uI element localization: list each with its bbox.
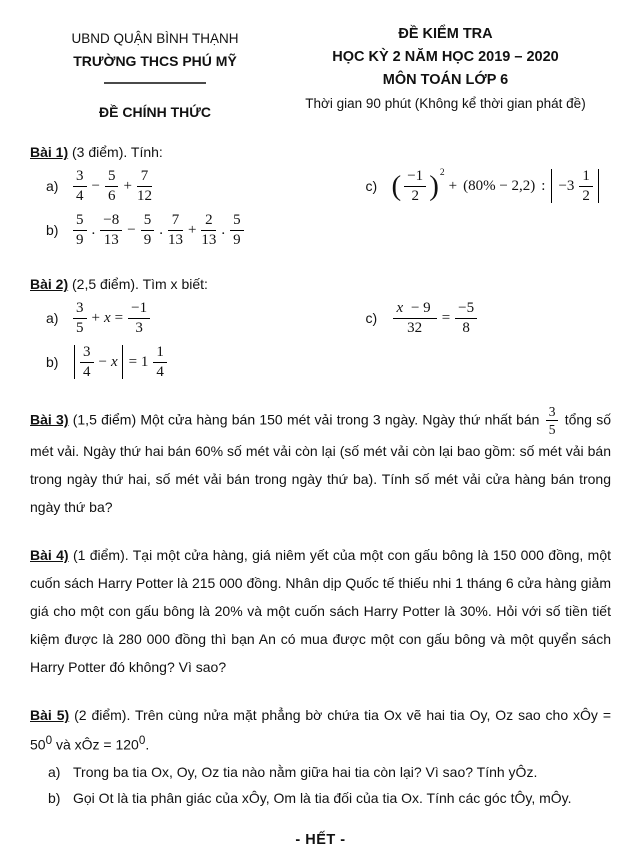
problem-1a <box>30 164 350 208</box>
bai5-subquestions <box>30 759 611 812</box>
bai1-intro: (3 điểm). Tính: <box>72 144 163 160</box>
fraction-numerator: 3 <box>546 404 559 421</box>
item-label-2c: c) <box>365 310 378 326</box>
section-bai2 <box>30 276 611 384</box>
document-header <box>30 26 611 120</box>
bai2-heading-line <box>30 276 611 292</box>
bai5-item-b-text: Gọi Ot là tia phân giác của xÔy, Om là tia đối của tia Ox. Tính các góc tÔy, mÔy. <box>73 790 572 807</box>
bai3-text-before: (1,5 điểm) Một cửa hàng bán 150 mét vải trong 3 ngày. Ngày thứ nhất bán <box>72 411 540 428</box>
item-label-5b: b) <box>48 790 61 807</box>
header-right-block <box>280 26 611 120</box>
math-expression-2b: $\frac{3}{4}$ − x = 1 $\frac{1}{4}$ <box>71 344 169 381</box>
math-expression-1c: ( $\frac{-1}{2}$ ) 2 + (80% − 2,2) : −3 $\frac{1}{2}$ <box>391 168 602 205</box>
item-label-1c: c) <box>365 178 378 194</box>
math-expression-1a: $\frac{3}{4}$ − $\frac{5}{6}$ + $\frac{7}{12}$ <box>71 168 154 205</box>
item-label-2b: b) <box>46 354 59 370</box>
bai2-heading: Bài 2) <box>30 276 69 292</box>
item-label-1a: a) <box>46 178 59 194</box>
degree-superscript: 0 <box>138 734 146 748</box>
bai5-heading: Bài 5) <box>30 707 70 724</box>
exam-duration: Thời gian 90 phút (Không kể thời gian phát đề) <box>305 96 586 111</box>
bai5-item-a-text: Trong ba tia Ox, Oy, Oz tia nào nằm giữa hai tia còn lại? Vì sao? Tính yÔz. <box>73 763 538 780</box>
school-name: TRƯỜNG THCS PHÚ MỸ <box>73 53 237 69</box>
exam-subject: MÔN TOÁN LỚP 6 <box>382 72 509 88</box>
bai2-body <box>30 296 611 384</box>
bai5-text-1: (2 điểm). Trên cùng nửa mặt phẳng bờ chứa tia Ox vẽ hai tia Oy, Oz sao cho xÔy = 50 <box>30 707 612 753</box>
header-divider <box>104 82 206 84</box>
end-of-exam-marker: - HẾT - <box>295 832 346 848</box>
bai3-heading: Bài 3) <box>30 411 69 428</box>
exam-title: ĐỀ KIỂM TRA <box>398 26 493 42</box>
official-exam-label: ĐỀ CHÍNH THỨC <box>99 104 211 120</box>
bai1-body <box>30 164 611 252</box>
section-bai1 <box>30 144 611 252</box>
bai4-text: (1 điểm). Tại một cửa hàng, giá niêm yết của một con gấu bông là 150 000 đồng, một cuốn sách Harry Potter là 215 000 đồng. Nhân dịp Quốc tế thiếu nhi 1 tháng 6 cửa hàng giảm giá cho một con gấu bông là 20% và một cuốn sách Harry Potter là 30%. Hỏi với số tiền tiết kiệm được là 280 000 đồng thì bạn An có mua được một con gấu bông và một quyển sách Harry Potter đó không? Vì sao? <box>30 547 612 676</box>
bai4-paragraph <box>30 541 611 681</box>
bai5-text-2: và xÔz = 120 <box>52 736 139 753</box>
bai3-paragraph <box>30 404 611 521</box>
problem-1b <box>30 208 350 252</box>
org-name: UBND QUẬN BÌNH THẠNH <box>71 31 239 46</box>
math-expression-2a: $\frac{3}{5}$ + x = $\frac{-1}{3}$ <box>71 300 152 337</box>
item-label-5a: a) <box>48 763 61 780</box>
bai1-heading-line <box>30 144 611 160</box>
problem-2c <box>350 296 611 340</box>
bai5-text-3: . <box>145 736 150 753</box>
exam-term: HỌC KỲ 2 NĂM HỌC 2019 – 2020 <box>332 49 559 65</box>
fraction-denominator: 5 <box>548 422 556 438</box>
item-label-2a: a) <box>46 310 59 326</box>
math-expression-1b: $\frac{5}{9}$ . $\frac{-8}{13}$ − $\frac{5}{9}$ . $\frac{7}{13}$ + $\frac{2}{13}$ . $\frac{5}{9}$ <box>71 212 246 249</box>
bai4-heading: Bài 4) <box>30 547 69 564</box>
problem-2a <box>30 296 350 340</box>
math-expression-2c: $\frac{x - 9}{32}$ = $\frac{-5}{8}$ <box>391 300 480 337</box>
bai1-heading: Bài 1) <box>30 144 69 160</box>
bai5-item-b <box>48 785 611 812</box>
item-label-1b: b) <box>46 222 59 238</box>
problem-1c <box>350 164 611 208</box>
bai3-text-after: tổng số mét vải. Ngày thứ hai bán 60% số mét vải còn lại (số mét vải còn lại bao gồm: số mét vải bán trong ngày thứ hai, số mét vải bán trong ngày thứ ba). Tính số mét vải cửa hàng bán trong ngày thứ ba? <box>30 411 611 516</box>
inline-fraction-3-5 <box>546 404 559 437</box>
header-left-block <box>30 26 280 120</box>
degree-superscript: 0 <box>45 734 53 748</box>
bai5-paragraph <box>30 701 611 759</box>
bai2-intro: (2,5 điểm). Tìm x biết: <box>72 276 208 292</box>
problem-2b <box>30 340 350 384</box>
bai5-item-a <box>48 759 611 786</box>
